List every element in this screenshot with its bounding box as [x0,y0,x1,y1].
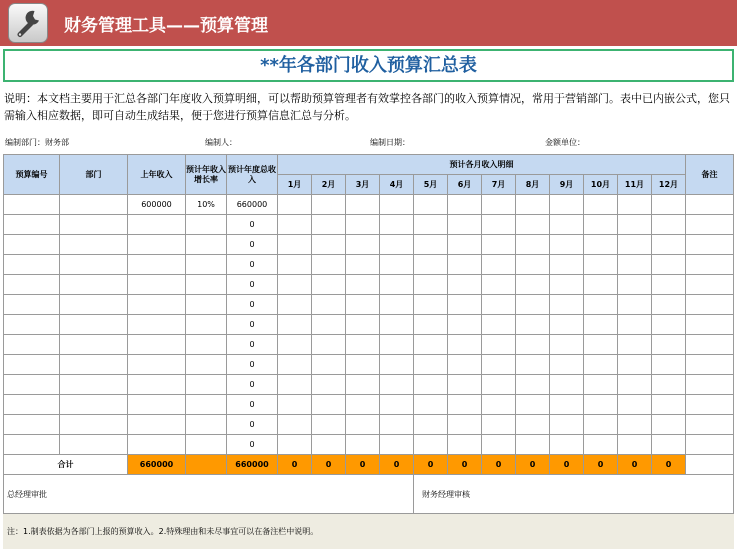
cell-month-income[interactable] [516,255,550,275]
cell-month-income[interactable] [550,435,584,455]
cell-month-income[interactable] [278,235,312,255]
table-row [4,295,734,315]
cell-month-income[interactable] [414,275,448,295]
cell-month-income[interactable] [448,195,482,215]
total-remarks [686,455,734,475]
cell-month-income[interactable] [448,435,482,455]
cell-month-income[interactable] [482,295,516,315]
cell-month-income[interactable] [482,315,516,335]
col-header-growth-rate: 预计年收入增长率 [186,155,227,195]
cell-month-income[interactable] [652,255,686,275]
cell-month-income[interactable] [448,395,482,415]
cell-annual-total: 0 [227,295,278,315]
cell-month-income[interactable] [346,395,380,415]
cell-month-income[interactable] [618,255,652,275]
cell-month-income[interactable] [380,275,414,295]
cell-last-year-income[interactable] [128,215,186,235]
cell-month-income[interactable] [482,415,516,435]
cell-remarks[interactable] [686,335,734,355]
cell-month-income[interactable] [346,435,380,455]
cell-budget-no[interactable] [4,415,60,435]
cell-month-income[interactable] [414,215,448,235]
cell-month-income[interactable] [346,415,380,435]
cell-month-income[interactable] [278,275,312,295]
cell-month-income[interactable] [516,415,550,435]
cell-annual-total: 0 [227,315,278,335]
col-header-annual-total: 预计年度总收入 [227,155,278,195]
cell-department[interactable] [60,195,128,215]
cell-month-income[interactable] [516,275,550,295]
total-month: 0 [482,455,516,475]
cell-month-income[interactable] [346,255,380,275]
cell-annual-total: 0 [227,395,278,415]
cell-month-income[interactable] [550,235,584,255]
cell-department[interactable] [60,395,128,415]
cell-month-income[interactable] [346,355,380,375]
cell-month-income[interactable] [652,335,686,355]
col-header-month: 3月 [346,175,380,195]
cell-budget-no[interactable] [4,315,60,335]
cell-month-income[interactable] [312,315,346,335]
footnote: 注：1.制表依据为各部门上报的预算收入。2.特殊理由和未尽事宜可以在备注栏中说明。 [3,514,734,549]
cell-month-income[interactable] [618,195,652,215]
cell-annual-total: 0 [227,355,278,375]
cell-month-income[interactable] [482,275,516,295]
cell-month-income[interactable] [312,395,346,415]
cell-month-income[interactable] [550,315,584,335]
col-header-month: 5月 [414,175,448,195]
table-row [4,315,734,335]
cell-remarks[interactable] [686,275,734,295]
cell-month-income[interactable] [584,255,618,275]
col-header-month: 9月 [550,175,584,195]
cell-remarks[interactable] [686,195,734,215]
cell-budget-no[interactable] [4,255,60,275]
cell-month-income[interactable] [380,435,414,455]
cell-month-income[interactable] [516,375,550,395]
cell-department[interactable] [60,255,128,275]
cell-month-income[interactable] [584,315,618,335]
cell-last-year-income[interactable] [128,315,186,335]
col-header-month: 4月 [380,175,414,195]
cell-annual-total: 0 [227,275,278,295]
cell-month-income[interactable] [618,395,652,415]
cell-month-income[interactable] [414,295,448,315]
table-row [4,415,734,435]
cell-month-income[interactable] [278,415,312,435]
cell-month-income[interactable] [652,415,686,435]
cell-month-income[interactable] [584,275,618,295]
cell-department[interactable] [60,275,128,295]
cell-month-income[interactable] [414,335,448,355]
info-department: 编制部门：财务部 [5,138,69,147]
table-row [4,395,734,415]
cell-month-income[interactable] [584,375,618,395]
col-header-month: 11月 [618,175,652,195]
finance-approval-label: 财务经理审核 [414,475,734,514]
table-row [4,275,734,295]
cell-month-income[interactable] [414,235,448,255]
cell-month-income[interactable] [516,195,550,215]
app-header [0,0,737,46]
cell-month-income[interactable] [584,235,618,255]
cell-month-income[interactable] [652,295,686,315]
cell-month-income[interactable] [550,375,584,395]
cell-budget-no[interactable] [4,435,60,455]
wrench-icon [8,3,48,43]
cell-month-income[interactable] [584,195,618,215]
cell-month-income[interactable] [312,295,346,315]
cell-month-income[interactable] [346,315,380,335]
col-header-budget-no: 预算编号 [4,155,60,195]
cell-month-income[interactable] [516,335,550,355]
total-month: 0 [278,455,312,475]
cell-month-income[interactable] [584,295,618,315]
cell-remarks[interactable] [686,415,734,435]
cell-month-income[interactable] [312,375,346,395]
cell-month-income[interactable] [448,235,482,255]
col-header-last-year-income: 上年收入 [128,155,186,195]
cell-last-year-income[interactable] [128,235,186,255]
cell-month-income[interactable] [346,195,380,215]
col-header-month: 12月 [652,175,686,195]
cell-remarks[interactable] [686,235,734,255]
cell-month-income[interactable] [312,255,346,275]
cell-growth-rate[interactable] [186,375,227,395]
cell-remarks[interactable] [686,255,734,275]
cell-month-income[interactable] [482,435,516,455]
cell-department[interactable] [60,335,128,355]
cell-month-income[interactable] [550,355,584,375]
document-title: **年各部门收入预算汇总表 [3,49,734,82]
cell-month-income[interactable] [618,235,652,255]
cell-month-income[interactable] [584,395,618,415]
total-month: 0 [414,455,448,475]
total-row [4,455,734,475]
cell-month-income[interactable] [414,375,448,395]
cell-month-income[interactable] [516,435,550,455]
cell-department[interactable] [60,215,128,235]
cell-budget-no[interactable] [4,295,60,315]
total-growth-rate [186,455,227,475]
cell-month-income[interactable] [278,335,312,355]
total-label: 合计 [4,455,128,475]
cell-month-income[interactable] [516,355,550,375]
cell-budget-no[interactable] [4,215,60,235]
cell-month-income[interactable] [584,335,618,355]
cell-annual-total: 0 [227,235,278,255]
cell-month-income[interactable] [312,355,346,375]
total-month: 0 [346,455,380,475]
cell-last-year-income[interactable] [128,435,186,455]
cell-annual-total: 0 [227,415,278,435]
cell-last-year-income[interactable] [128,415,186,435]
cell-month-income[interactable] [652,375,686,395]
cell-remarks[interactable] [686,375,734,395]
cell-growth-rate[interactable] [186,435,227,455]
cell-department[interactable] [60,295,128,315]
cell-month-income[interactable] [346,335,380,355]
cell-month-income[interactable] [652,435,686,455]
cell-month-income[interactable] [448,415,482,435]
cell-month-income[interactable] [652,355,686,375]
cell-month-income[interactable] [312,335,346,355]
cell-department[interactable] [60,375,128,395]
cell-month-income[interactable] [312,195,346,215]
cell-month-income[interactable] [380,215,414,235]
cell-month-income[interactable] [550,395,584,415]
cell-budget-no[interactable] [4,335,60,355]
cell-month-income[interactable] [482,215,516,235]
cell-department[interactable] [60,235,128,255]
total-last-year-income: 660000 [128,455,186,475]
cell-month-income[interactable] [380,295,414,315]
cell-month-income[interactable] [482,375,516,395]
cell-growth-rate[interactable] [186,395,227,415]
cell-month-income[interactable] [448,255,482,275]
cell-last-year-income[interactable] [128,335,186,355]
cell-month-income[interactable] [618,415,652,435]
cell-month-income[interactable] [380,195,414,215]
total-month: 0 [584,455,618,475]
info-unit: 金额单位： [545,138,585,147]
cell-month-income[interactable] [380,415,414,435]
cell-month-income[interactable] [516,295,550,315]
cell-month-income[interactable] [312,235,346,255]
cell-budget-no[interactable] [4,235,60,255]
cell-month-income[interactable] [448,215,482,235]
cell-growth-rate[interactable] [186,295,227,315]
cell-month-income[interactable] [550,255,584,275]
total-month: 0 [312,455,346,475]
cell-month-income[interactable] [550,275,584,295]
app-title: 财务管理工具——预算管理 [64,16,268,36]
cell-month-income[interactable] [550,335,584,355]
cell-month-income[interactable] [482,195,516,215]
cell-month-income[interactable] [380,395,414,415]
cell-month-income[interactable] [278,315,312,335]
cell-month-income[interactable] [278,215,312,235]
info-preparer: 编制人： [205,138,237,147]
cell-month-income[interactable] [380,375,414,395]
cell-month-income[interactable] [482,255,516,275]
cell-department[interactable] [60,355,128,375]
cell-annual-total: 0 [227,215,278,235]
col-header-month: 8月 [516,175,550,195]
cell-month-income[interactable] [618,335,652,355]
col-header-monthly-detail: 预计各月收入明细 [278,155,686,175]
cell-month-income[interactable] [550,215,584,235]
cell-remarks[interactable] [686,355,734,375]
cell-month-income[interactable] [414,355,448,375]
cell-month-income[interactable] [618,215,652,235]
cell-remarks[interactable] [686,295,734,315]
cell-month-income[interactable] [380,235,414,255]
cell-month-income[interactable] [278,355,312,375]
cell-month-income[interactable] [652,395,686,415]
cell-month-income[interactable] [482,235,516,255]
cell-month-income[interactable] [346,235,380,255]
cell-last-year-income[interactable] [128,255,186,275]
cell-month-income[interactable] [380,315,414,335]
cell-budget-no[interactable] [4,395,60,415]
cell-month-income[interactable] [312,415,346,435]
table-row [4,215,734,235]
cell-month-income[interactable] [550,295,584,315]
table-row [4,335,734,355]
cell-month-income[interactable] [414,395,448,415]
cell-month-income[interactable] [414,195,448,215]
budget-table [3,154,734,514]
cell-month-income[interactable] [448,375,482,395]
cell-month-income[interactable] [516,215,550,235]
cell-growth-rate[interactable] [186,415,227,435]
cell-last-year-income[interactable] [128,275,186,295]
cell-remarks[interactable] [686,315,734,335]
cell-month-income[interactable] [312,215,346,235]
cell-month-income[interactable] [278,395,312,415]
cell-month-income[interactable] [516,235,550,255]
col-header-month: 10月 [584,175,618,195]
cell-growth-rate[interactable] [186,355,227,375]
cell-month-income[interactable] [448,315,482,335]
cell-month-income[interactable] [380,255,414,275]
col-header-month: 1月 [278,175,312,195]
cell-growth-rate[interactable] [186,335,227,355]
total-month: 0 [380,455,414,475]
cell-last-year-income[interactable]: 600000 [128,195,186,215]
info-date: 编制日期： [370,138,410,147]
cell-department[interactable] [60,415,128,435]
cell-month-income[interactable] [550,415,584,435]
cell-month-income[interactable] [448,355,482,375]
cell-month-income[interactable] [312,275,346,295]
cell-month-income[interactable] [278,195,312,215]
cell-month-income[interactable] [346,375,380,395]
cell-month-income[interactable] [652,235,686,255]
cell-month-income[interactable] [346,215,380,235]
cell-annual-total: 0 [227,335,278,355]
gm-approval-label: 总经理审批 [4,475,414,514]
cell-month-income[interactable] [482,355,516,375]
cell-month-income[interactable] [278,435,312,455]
cell-month-income[interactable] [482,395,516,415]
total-month: 0 [516,455,550,475]
cell-last-year-income[interactable] [128,355,186,375]
cell-month-income[interactable] [380,335,414,355]
cell-remarks[interactable] [686,395,734,415]
cell-month-income[interactable] [448,335,482,355]
cell-month-income[interactable] [448,295,482,315]
col-header-month: 2月 [312,175,346,195]
cell-department[interactable] [60,435,128,455]
cell-month-income[interactable] [278,375,312,395]
cell-month-income[interactable] [550,195,584,215]
cell-month-income[interactable] [618,295,652,315]
cell-month-income[interactable] [414,255,448,275]
col-header-remarks: 备注 [686,155,734,195]
cell-department[interactable] [60,315,128,335]
total-month: 0 [448,455,482,475]
cell-month-income[interactable] [414,415,448,435]
table-row [4,375,734,395]
total-annual: 660000 [227,455,278,475]
cell-month-income[interactable] [278,255,312,275]
total-month: 0 [550,455,584,475]
cell-month-income[interactable] [618,375,652,395]
approval-row [4,475,734,514]
cell-month-income[interactable] [448,275,482,295]
cell-month-income[interactable] [414,315,448,335]
col-header-department: 部门 [60,155,128,195]
cell-growth-rate[interactable] [186,235,227,255]
cell-remarks[interactable] [686,215,734,235]
cell-annual-total: 0 [227,435,278,455]
cell-growth-rate[interactable] [186,255,227,275]
cell-month-income[interactable] [312,435,346,455]
total-month: 0 [618,455,652,475]
cell-last-year-income[interactable] [128,375,186,395]
cell-month-income[interactable] [618,355,652,375]
col-header-month: 6月 [448,175,482,195]
cell-month-income[interactable] [414,435,448,455]
cell-month-income[interactable] [584,215,618,235]
cell-month-income[interactable] [618,315,652,335]
total-month: 0 [652,455,686,475]
cell-last-year-income[interactable] [128,395,186,415]
cell-month-income[interactable] [652,315,686,335]
cell-annual-total: 0 [227,375,278,395]
cell-annual-total: 0 [227,255,278,275]
table-row [4,255,734,275]
cell-remarks[interactable] [686,435,734,455]
cell-month-income[interactable] [652,275,686,295]
cell-budget-no[interactable] [4,275,60,295]
cell-month-income[interactable] [380,355,414,375]
table-row [4,235,734,255]
cell-month-income[interactable] [516,315,550,335]
cell-budget-no[interactable] [4,195,60,215]
cell-month-income[interactable] [652,195,686,215]
cell-annual-total: 660000 [227,195,278,215]
cell-growth-rate[interactable] [186,275,227,295]
cell-growth-rate[interactable] [186,315,227,335]
cell-month-income[interactable] [346,275,380,295]
cell-growth-rate[interactable]: 10% [186,195,227,215]
cell-month-income[interactable] [482,335,516,355]
cell-month-income[interactable] [584,435,618,455]
table-row [4,195,734,215]
col-header-month: 7月 [482,175,516,195]
cell-budget-no[interactable] [4,355,60,375]
description-text: 说明：本文档主要用于汇总各部门年度收入预算明细，可以帮助预算管理者有效掌控各部门的收入预算情况，常用于营销部门。表中已内嵌公式，您只需输入相应数据，即可自动生成结果，便于您进行预算信息汇总与分析。 [4,92,730,122]
table-row [4,355,734,375]
cell-month-income[interactable] [584,355,618,375]
cell-month-income[interactable] [652,215,686,235]
cell-month-income[interactable] [346,295,380,315]
cell-month-income[interactable] [618,275,652,295]
cell-growth-rate[interactable] [186,215,227,235]
cell-month-income[interactable] [584,415,618,435]
cell-last-year-income[interactable] [128,295,186,315]
cell-budget-no[interactable] [4,375,60,395]
cell-month-income[interactable] [516,395,550,415]
table-row [4,435,734,455]
cell-month-income[interactable] [618,435,652,455]
cell-month-income[interactable] [278,295,312,315]
